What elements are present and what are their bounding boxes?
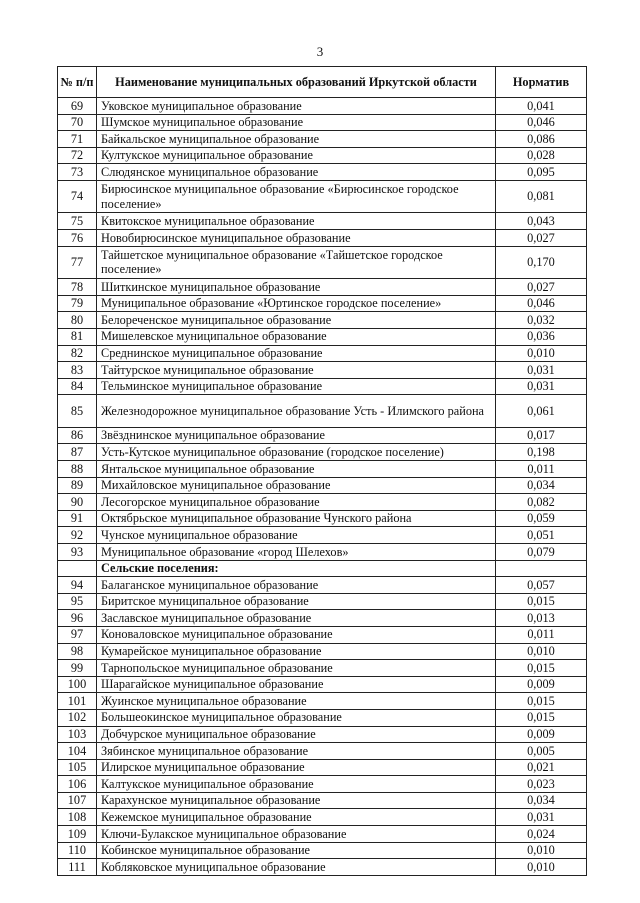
row-norm: 0,011 <box>496 626 587 643</box>
table-row <box>58 759 587 776</box>
table-row <box>58 147 587 164</box>
row-norm: 0,010 <box>496 859 587 876</box>
row-num: 92 <box>58 527 97 544</box>
table-row <box>58 842 587 859</box>
row-norm: 0,057 <box>496 577 587 594</box>
row-name: Заславское муниципальное образование <box>97 610 496 627</box>
row-name: Среднинское муниципальное образование <box>97 345 496 362</box>
row-num: 83 <box>58 362 97 379</box>
row-name: Усть-Кутское муниципальное образование (городское поселение) <box>97 444 496 461</box>
row-name: Кежемское муниципальное образование <box>97 809 496 826</box>
row-name: Кобляковское муниципальное образование <box>97 859 496 876</box>
row-name: Карахунское муниципальное образование <box>97 792 496 809</box>
table-body <box>58 98 587 876</box>
row-name: Култукское муниципальное образование <box>97 147 496 164</box>
table-row <box>58 461 587 478</box>
row-num: 103 <box>58 726 97 743</box>
row-num: 91 <box>58 510 97 527</box>
row-name: Большеокинское муниципальное образование <box>97 709 496 726</box>
row-norm: 0,011 <box>496 461 587 478</box>
row-norm: 0,013 <box>496 610 587 627</box>
header-name: Наименование муниципальных образований Иркутской области <box>97 67 496 98</box>
row-norm: 0,031 <box>496 809 587 826</box>
row-num: 74 <box>58 180 97 213</box>
table-header-row <box>58 67 587 98</box>
table-row <box>58 792 587 809</box>
row-name: Тайтурское муниципальное образование <box>97 362 496 379</box>
row-norm <box>496 560 587 577</box>
table-row <box>58 362 587 379</box>
table-row <box>58 709 587 726</box>
table-row <box>58 345 587 362</box>
row-name: Слюдянское муниципальное образование <box>97 164 496 181</box>
row-norm: 0,041 <box>496 98 587 115</box>
row-name: Янтальское муниципальное образование <box>97 461 496 478</box>
row-norm: 0,024 <box>496 826 587 843</box>
section-row <box>58 560 587 577</box>
row-norm: 0,031 <box>496 362 587 379</box>
row-num: 73 <box>58 164 97 181</box>
row-name: Тельминское муниципальное образование <box>97 378 496 395</box>
table-row <box>58 328 587 345</box>
table-row <box>58 378 587 395</box>
row-norm: 0,082 <box>496 494 587 511</box>
row-name: Ключи-Булакское муниципальное образование <box>97 826 496 843</box>
row-num: 87 <box>58 444 97 461</box>
row-num: 109 <box>58 826 97 843</box>
row-name: Шарагайское муниципальное образование <box>97 676 496 693</box>
row-num: 108 <box>58 809 97 826</box>
row-num: 76 <box>58 230 97 247</box>
row-num: 106 <box>58 776 97 793</box>
row-norm: 0,061 <box>496 395 587 428</box>
row-num: 100 <box>58 676 97 693</box>
row-norm: 0,032 <box>496 312 587 329</box>
row-norm: 0,051 <box>496 527 587 544</box>
table-row <box>58 743 587 760</box>
row-norm: 0,079 <box>496 543 587 560</box>
row-norm: 0,034 <box>496 477 587 494</box>
row-norm: 0,009 <box>496 676 587 693</box>
table-row <box>58 593 587 610</box>
row-num: 85 <box>58 395 97 428</box>
row-norm: 0,046 <box>496 114 587 131</box>
row-name: Квитокское муниципальное образование <box>97 213 496 230</box>
row-num: 93 <box>58 543 97 560</box>
table-row <box>58 246 587 279</box>
row-norm: 0,198 <box>496 444 587 461</box>
row-name: Сельские поселения: <box>97 560 496 577</box>
row-num: 96 <box>58 610 97 627</box>
row-name: Кобинское муниципальное образование <box>97 842 496 859</box>
row-num: 90 <box>58 494 97 511</box>
row-norm: 0,010 <box>496 842 587 859</box>
page-number: 3 <box>316 44 324 59</box>
row-num: 82 <box>58 345 97 362</box>
row-num: 84 <box>58 378 97 395</box>
row-norm: 0,059 <box>496 510 587 527</box>
table-row <box>58 510 587 527</box>
row-norm: 0,086 <box>496 131 587 148</box>
row-norm: 0,015 <box>496 709 587 726</box>
row-num: 75 <box>58 213 97 230</box>
header-num: № п/п <box>58 67 97 98</box>
row-name: Шиткинское муниципальное образование <box>97 279 496 296</box>
table-row <box>58 726 587 743</box>
table-row <box>58 213 587 230</box>
row-norm: 0,023 <box>496 776 587 793</box>
row-name: Тарнопольское муниципальное образование <box>97 660 496 677</box>
row-name: Чунское муниципальное образование <box>97 527 496 544</box>
row-norm: 0,015 <box>496 593 587 610</box>
row-name: Калтукское муниципальное образование <box>97 776 496 793</box>
row-name: Лесогорское муниципальное образование <box>97 494 496 511</box>
table-row <box>58 577 587 594</box>
row-num: 105 <box>58 759 97 776</box>
row-num: 80 <box>58 312 97 329</box>
table-row <box>58 295 587 312</box>
row-num: 104 <box>58 743 97 760</box>
row-num: 89 <box>58 477 97 494</box>
table-row <box>58 660 587 677</box>
row-num: 78 <box>58 279 97 296</box>
row-num: 111 <box>58 859 97 876</box>
row-norm: 0,046 <box>496 295 587 312</box>
row-name: Кумарейское муниципальное образование <box>97 643 496 660</box>
row-name: Биритское муниципальное образование <box>97 593 496 610</box>
row-num: 98 <box>58 643 97 660</box>
row-norm: 0,043 <box>496 213 587 230</box>
row-norm: 0,095 <box>496 164 587 181</box>
row-name: Жуинское муниципальное образование <box>97 693 496 710</box>
table-row <box>58 164 587 181</box>
row-norm: 0,005 <box>496 743 587 760</box>
table-row <box>58 610 587 627</box>
table-row <box>58 809 587 826</box>
row-norm: 0,027 <box>496 279 587 296</box>
row-norm: 0,034 <box>496 792 587 809</box>
row-num: 101 <box>58 693 97 710</box>
row-norm: 0,021 <box>496 759 587 776</box>
row-name: Уковское муниципальное образование <box>97 98 496 115</box>
table-row <box>58 676 587 693</box>
row-num: 71 <box>58 131 97 148</box>
row-num <box>58 560 97 577</box>
row-norm: 0,031 <box>496 378 587 395</box>
row-num: 97 <box>58 626 97 643</box>
table-row <box>58 98 587 115</box>
row-name: Мишелевское муниципальное образование <box>97 328 496 345</box>
row-name: Балаганское муниципальное образование <box>97 577 496 594</box>
table-row <box>58 477 587 494</box>
table-row <box>58 776 587 793</box>
row-norm: 0,028 <box>496 147 587 164</box>
row-norm: 0,010 <box>496 345 587 362</box>
table-row <box>58 527 587 544</box>
row-num: 99 <box>58 660 97 677</box>
row-name: Коноваловское муниципальное образование <box>97 626 496 643</box>
row-norm: 0,015 <box>496 693 587 710</box>
row-name: Новобирюсинское муниципальное образование <box>97 230 496 247</box>
row-num: 94 <box>58 577 97 594</box>
row-name: Илирское муниципальное образование <box>97 759 496 776</box>
row-num: 88 <box>58 461 97 478</box>
row-name: Байкальское муниципальное образование <box>97 131 496 148</box>
row-norm: 0,170 <box>496 246 587 279</box>
row-num: 95 <box>58 593 97 610</box>
table-row <box>58 494 587 511</box>
row-name: Тайшетское муниципальное образование «Тайшетское городское поселение» <box>97 246 496 279</box>
row-name: Добчурское муниципальное образование <box>97 726 496 743</box>
row-name: Михайловское муниципальное образование <box>97 477 496 494</box>
table-row <box>58 180 587 213</box>
row-name: Октябрьское муниципальное образование Чунского района <box>97 510 496 527</box>
table-row <box>58 826 587 843</box>
table-row <box>58 395 587 428</box>
normative-table <box>57 66 587 876</box>
table-row <box>58 312 587 329</box>
table-row <box>58 859 587 876</box>
row-name: Бирюсинское муниципальное образование «Бирюсинское городское поселение» <box>97 180 496 213</box>
row-name: Муниципальное образование «Юртинское городское поселение» <box>97 295 496 312</box>
row-num: 81 <box>58 328 97 345</box>
row-num: 110 <box>58 842 97 859</box>
row-num: 72 <box>58 147 97 164</box>
row-norm: 0,017 <box>496 427 587 444</box>
header-norm: Норматив <box>496 67 587 98</box>
row-norm: 0,009 <box>496 726 587 743</box>
row-norm: 0,027 <box>496 230 587 247</box>
row-num: 77 <box>58 246 97 279</box>
row-name: Звёзднинское муниципальное образование <box>97 427 496 444</box>
row-name: Зябинское муниципальное образование <box>97 743 496 760</box>
row-num: 69 <box>58 98 97 115</box>
table-row <box>58 543 587 560</box>
row-num: 102 <box>58 709 97 726</box>
row-name: Муниципальное образование «город Шелехов» <box>97 543 496 560</box>
row-norm: 0,010 <box>496 643 587 660</box>
table-row <box>58 427 587 444</box>
row-num: 107 <box>58 792 97 809</box>
row-num: 70 <box>58 114 97 131</box>
row-name: Белореченское муниципальное образование <box>97 312 496 329</box>
row-norm: 0,015 <box>496 660 587 677</box>
row-norm: 0,081 <box>496 180 587 213</box>
table-row <box>58 643 587 660</box>
row-norm: 0,036 <box>496 328 587 345</box>
table-row <box>58 279 587 296</box>
table-row <box>58 131 587 148</box>
row-name: Шумское муниципальное образование <box>97 114 496 131</box>
table-row <box>58 230 587 247</box>
row-num: 86 <box>58 427 97 444</box>
table-row <box>58 444 587 461</box>
table-row <box>58 626 587 643</box>
table-row <box>58 114 587 131</box>
row-num: 79 <box>58 295 97 312</box>
row-name: Железнодорожное муниципальное образование Усть - Илимского района <box>97 395 496 428</box>
table-row <box>58 693 587 710</box>
